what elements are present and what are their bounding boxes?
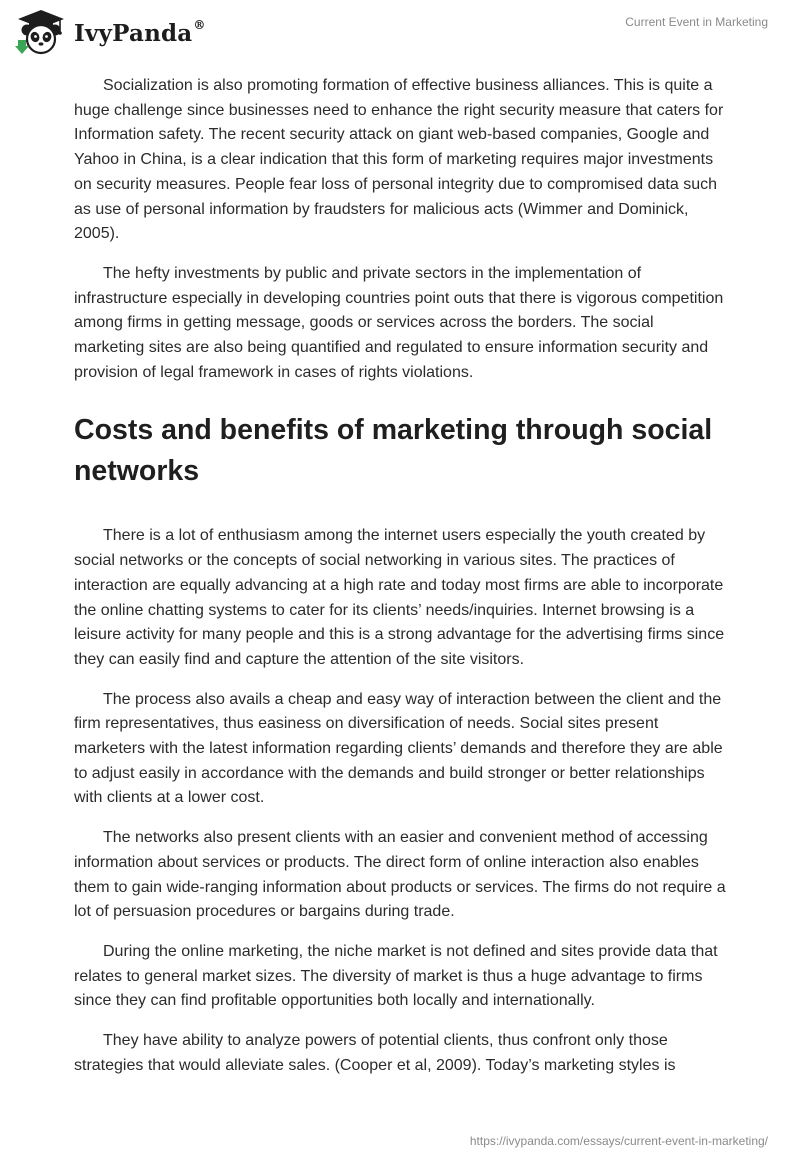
page-header — [0, 0, 800, 60]
source-url[interactable]: https://ivypanda.com/essays/current-event-in-marketing/ — [469, 1134, 768, 1148]
brand-name: IvyPanda® — [74, 17, 206, 47]
registered-mark: ® — [193, 17, 206, 32]
paragraph-niche-market: During the online marketing, the niche market is not defined and sites provide data that relates to general market sizes. The diversity of market is thus a huge advantage to firms since they can find profitable opportunities both locally and internationally. — [74, 942, 718, 1010]
section-heading: Costs and benefits of marketing through social networks — [74, 414, 713, 488]
essay-content — [74, 74, 726, 1094]
paragraph-security-alliances: Socialization is also promoting formation of effective business alliances. This is quite a huge challenge since businesses need to enhance the right security measure that caters for Information safety. The recent security attack on giant web-based companies, Google and Yahoo in China, is a clear indication that this form of marketing requires major investments on security measures. People fear loss of personal integrity due to compromised data such as use of personal information by fraudsters for malicious acts (Wimmer and Dominick, 2005). — [74, 77, 724, 243]
paragraph-client-analysis: They have ability to analyze powers of potential clients, thus confront only those strategies that would alleviate sales. (Cooper et al, 2009). Today’s marketing styles is — [74, 1032, 676, 1074]
paragraph-infrastructure-investments: The hefty investments by public and private sectors in the implementation of infrastructure especially in developing countries point outs that there is vigorous competition among firms in getting message, goods or services across the borders. The social marketing sites are also being quantified and regulated to ensure information security and provision of legal framework in cases of rights violations. — [74, 264, 724, 381]
paragraph-convenient-access: The networks also present clients with an easier and convenient method of accessing information about services or products. The direct form of online interaction also enables them to gain wide-ranging information about products or services. The firms do not require a lot of persuasion procedures or bargains during trade. — [74, 829, 726, 921]
brand-logo[interactable] — [14, 8, 206, 56]
document-title: Current Event in Marketing — [625, 15, 768, 29]
paragraph-enthusiasm: There is a lot of enthusiasm among the internet users especially the youth created by social networks or the concepts of social networking in various sites. The practices of interaction are equally advancing at a high rate and today most firms are able to incorporate the online chatting systems to cater for its clients’ needs/inquiries. Internet browsing is a leisure activity for many people and this is a strong advantage for the advertising firms since they can easily find and capture the attention of the site visitors. — [74, 527, 725, 668]
paragraph-cheap-interaction: The process also avails a cheap and easy way of interaction between the client and the firm representatives, thus easiness on diversification of needs. Social sites present marketers with the latest information regarding clients’ demands and therefore they are able to adjust easily in accordance with the demands and build stronger or better relationships with clients at a lower cost. — [74, 690, 723, 807]
panda-graduate-icon — [14, 8, 68, 56]
